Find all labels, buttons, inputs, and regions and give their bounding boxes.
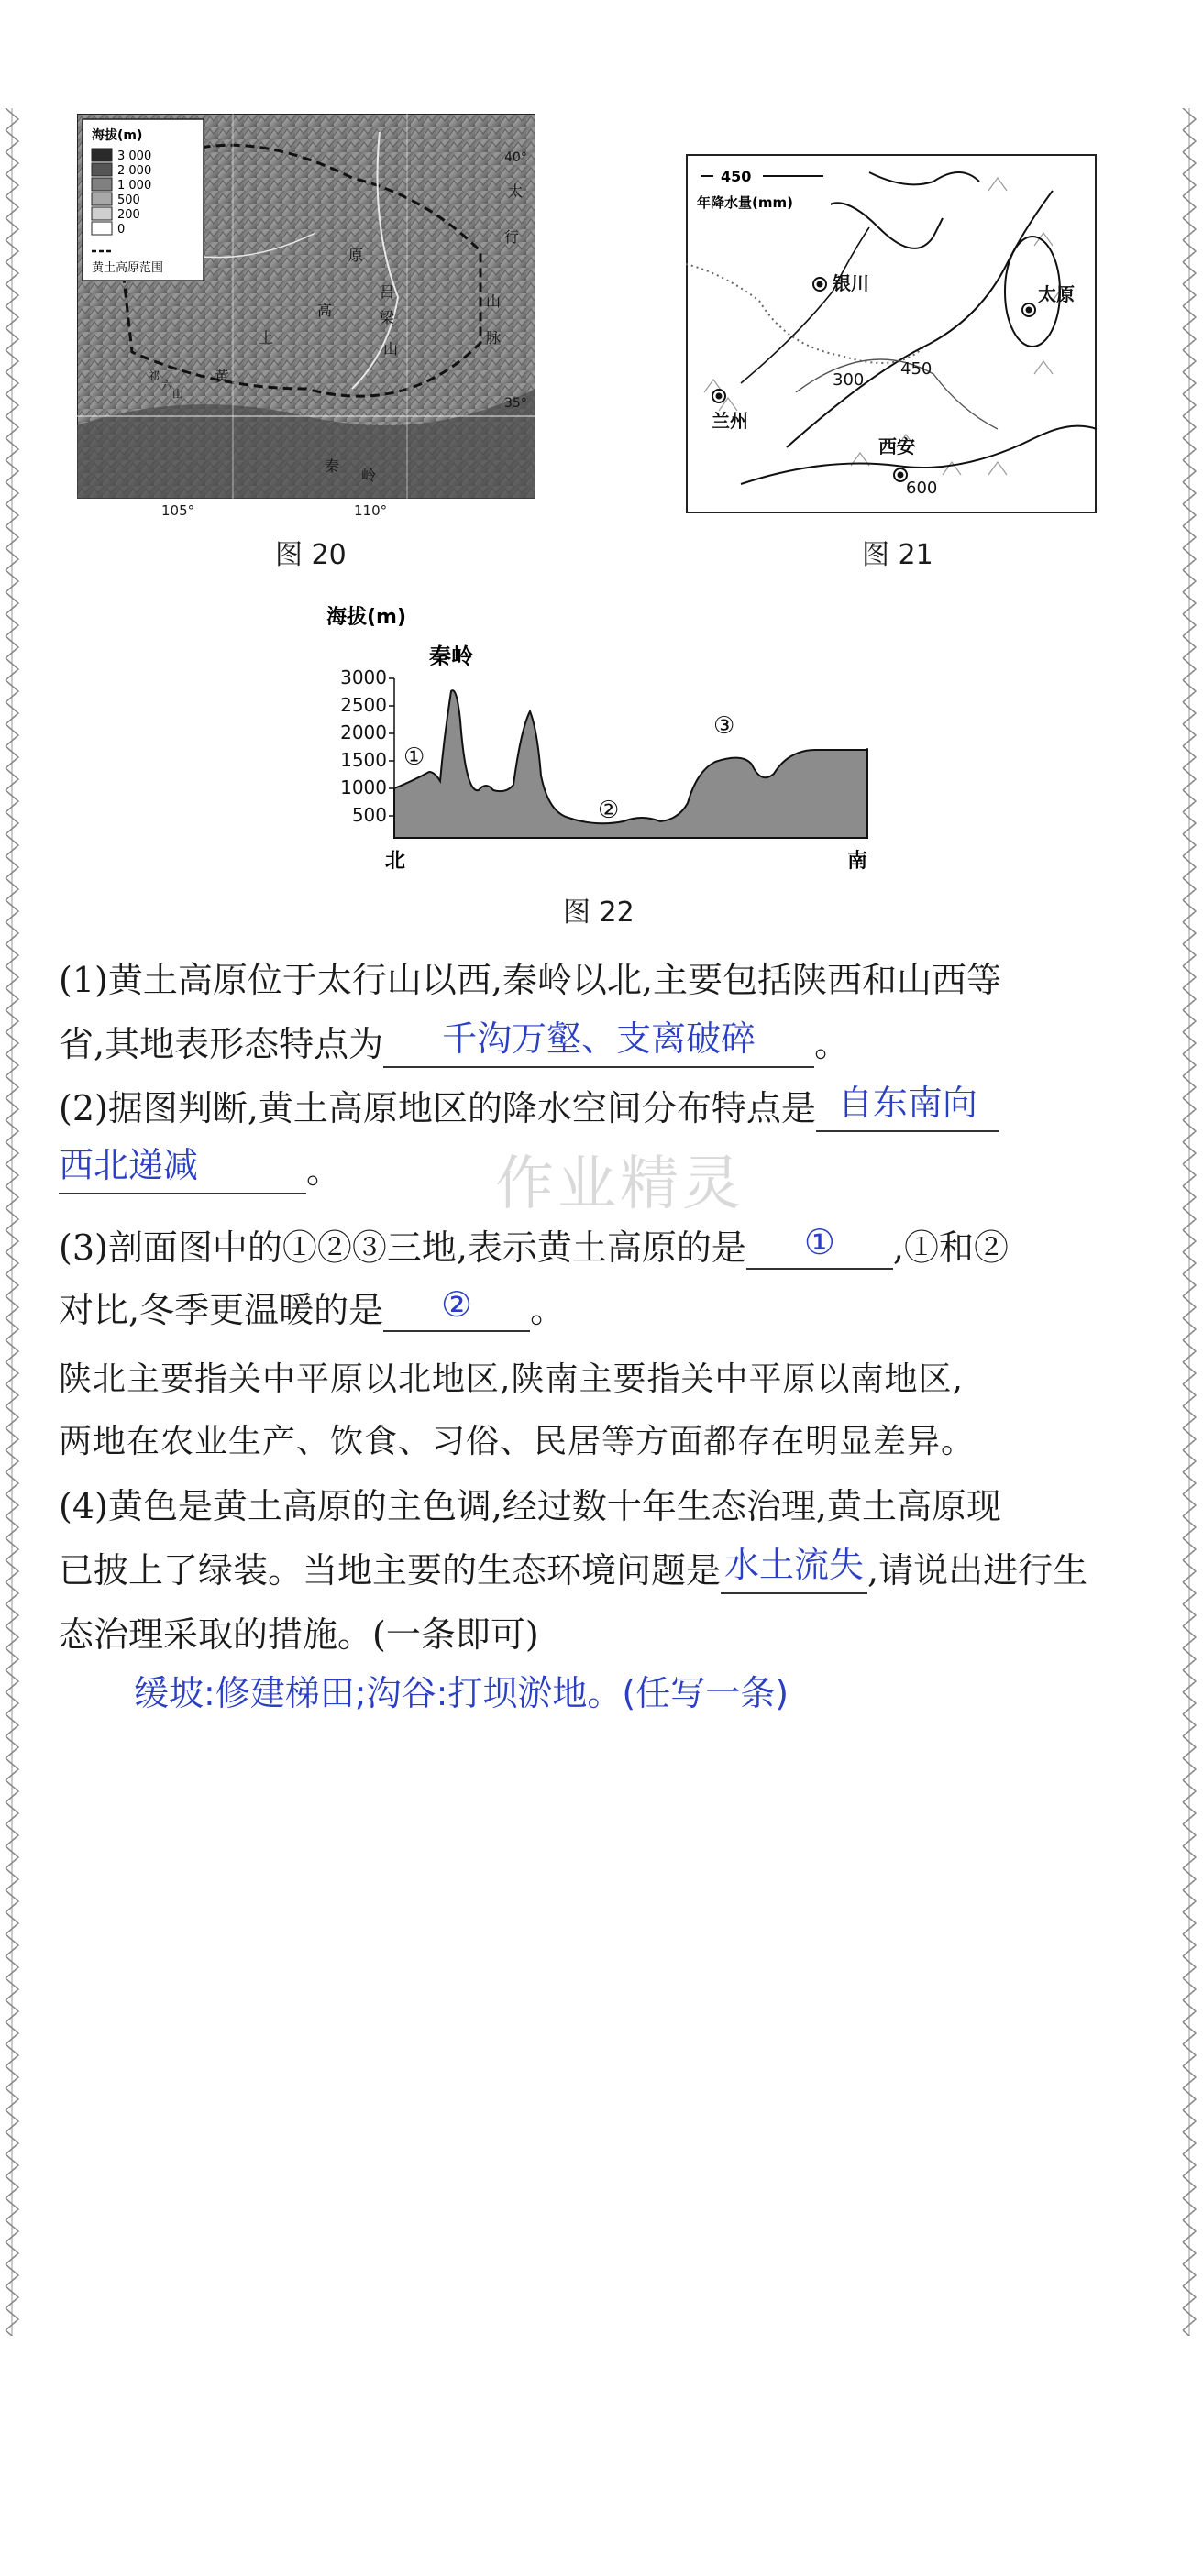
q4-line-2 xyxy=(59,1542,1087,1594)
q3-line-2 xyxy=(59,1282,565,1332)
q3-answer-blank-b[interactable] xyxy=(383,1284,530,1332)
q3-line-1 xyxy=(59,1219,1009,1270)
q3-end: 。 xyxy=(530,1290,566,1330)
q1-end: 。 xyxy=(814,1024,850,1064)
fig20-place-10: 山 xyxy=(383,340,399,358)
q3-text-c: 对比,冬季更温暖的是 xyxy=(59,1290,384,1330)
q4-answer-a: 水土流失 xyxy=(724,1545,865,1585)
fig21-legend-value: 450 xyxy=(721,168,752,185)
fig20-place-14: 六 xyxy=(161,379,173,391)
q4-text-a: (4)黄色是黄土高原的主色调,经过数十年生态治理,黄土高原现 xyxy=(59,1486,1001,1526)
q1-line-1 xyxy=(59,952,1001,1002)
fig20-place-0: 太 xyxy=(508,182,524,200)
q3-answer-b: ② xyxy=(441,1284,473,1325)
fig20-level-5: 0 xyxy=(117,223,126,237)
q4-text-b: 已披上了绿装。当地主要的生态环境问题是 xyxy=(59,1550,722,1591)
fig22-tick-1000: 1000 xyxy=(340,776,387,798)
fig22-marker-2: ② xyxy=(598,797,620,824)
q1-line-2 xyxy=(59,1016,849,1068)
fig22-tick-2500: 2500 xyxy=(340,694,387,716)
fig20-place-8: 吕 xyxy=(380,283,395,301)
fig20-place-6: 土 xyxy=(259,329,274,347)
q2-answer-blank-a[interactable] xyxy=(816,1080,999,1132)
fig20-level-4: 200 xyxy=(117,208,140,222)
fig21-isoline-450: 450 xyxy=(900,359,933,379)
q4-answer-blank[interactable] xyxy=(721,1542,867,1594)
fig21-city-lanzhou: 兰州 xyxy=(712,410,748,432)
fig22-x-north: 北 xyxy=(385,850,406,873)
q2-end: 。 xyxy=(306,1150,342,1191)
fig22-tick-1500: 1500 xyxy=(340,749,387,771)
figure-22-caption: 图 22 xyxy=(563,897,635,929)
fig20-place-5: 高 xyxy=(317,302,333,319)
fig20-level-1: 2 000 xyxy=(117,164,152,178)
q2-line-2 xyxy=(59,1142,341,1194)
q1-text-a: (1)黄土高原位于太行山以西,秦岭以北,主要包括陕西和山西等 xyxy=(59,960,1001,1000)
fig20-lon-105: 105° xyxy=(161,502,195,519)
fig20-place-2: 山 xyxy=(486,292,502,310)
fig21-legend-title: 年降水量(mm) xyxy=(697,194,793,211)
q4-text-d: 态治理采取的措施。(一条即可) xyxy=(59,1614,539,1655)
fig20-place-1: 行 xyxy=(504,228,520,246)
figure-22-elevation-profile xyxy=(321,601,871,876)
fig20-place-3: 脉 xyxy=(486,329,502,347)
right-decorative-border xyxy=(1177,108,1201,2336)
fig20-lat-35: 35° xyxy=(504,396,527,411)
q4-text-c: ,请说出进行生 xyxy=(867,1550,1088,1591)
fig21-city-taiyuan: 太原 xyxy=(1038,283,1075,305)
watermark: 作业精灵 xyxy=(495,1150,745,1218)
q2-answer-b: 西北递减 xyxy=(59,1145,199,1185)
q2-text-a: (2)据图判断,黄土高原地区的降水空间分布特点是 xyxy=(59,1088,816,1128)
q1-text-b: 省,其地表形态特点为 xyxy=(59,1024,384,1064)
fig20-place-4: 原 xyxy=(348,247,364,264)
q4-line-3 xyxy=(59,1606,539,1657)
q1-answer-blank[interactable] xyxy=(383,1016,814,1068)
fig20-boundary-legend: 黄土高原范围 xyxy=(92,261,164,275)
fig21-city-yinchuan: 银川 xyxy=(833,272,869,294)
q3-text-a: (3)剖面图中的①②③三地,表示黄土高原的是 xyxy=(59,1227,746,1268)
left-decorative-border xyxy=(0,108,24,2336)
fig20-level-0: 3 000 xyxy=(117,149,152,163)
fig21-city-xian: 西安 xyxy=(878,435,915,457)
passage-line-2: 两地在农业生产、饮食、习俗、民居等方面都存在明显差异。 xyxy=(59,1423,976,1460)
fig22-tick-500: 500 xyxy=(351,804,387,826)
fig20-place-9: 梁 xyxy=(380,309,395,326)
figure-20-caption: 图 20 xyxy=(275,539,347,571)
fig20-lat-40: 40° xyxy=(504,150,527,165)
fig21-isoline-600: 600 xyxy=(906,479,938,498)
q2-answer-blank-b[interactable] xyxy=(59,1142,306,1194)
fig20-level-3: 500 xyxy=(117,193,140,207)
q3-text-b: ,①和② xyxy=(892,1227,1010,1268)
q1-answer: 千沟万壑、支离破碎 xyxy=(442,1018,756,1059)
fig22-tick-2000: 2000 xyxy=(340,721,387,743)
fig20-place-11: 秦 xyxy=(325,457,340,475)
fig22-tick-3000: 3000 xyxy=(340,666,387,688)
q2-line-1 xyxy=(59,1080,999,1132)
figure-20-terrain-map xyxy=(77,114,535,519)
fig22-peak-label: 秦岭 xyxy=(429,644,473,669)
fig20-place-13: 祁 xyxy=(149,369,160,382)
q3-answer-blank-a[interactable] xyxy=(746,1222,893,1270)
fig20-legend-title: 海拔(m) xyxy=(92,128,143,143)
fig22-profile-area xyxy=(394,690,867,838)
q2-answer-a: 自东南向 xyxy=(837,1083,977,1123)
q4-line-1 xyxy=(59,1478,1001,1528)
fig20-place-15: 山 xyxy=(172,388,184,401)
fig22-marker-3: ③ xyxy=(713,712,735,740)
fig20-place-12: 岭 xyxy=(361,467,377,484)
figure-21-caption: 图 21 xyxy=(862,539,933,571)
fig22-x-south: 南 xyxy=(847,850,868,873)
fig22-marker-1: ① xyxy=(403,743,425,771)
fig21-isoline-300: 300 xyxy=(833,370,865,390)
figure-21-precipitation-map xyxy=(686,154,1097,513)
passage-line-1: 陕北主要指关中平原以北地区,陕南主要指关中平原以南地区, xyxy=(59,1360,964,1398)
fig22-y-title: 海拔(m) xyxy=(326,606,407,629)
q3-answer-a: ① xyxy=(803,1222,835,1262)
fig20-place-7: 黄 xyxy=(215,368,230,385)
fig20-level-2: 1 000 xyxy=(117,179,152,193)
fig20-lon-110: 110° xyxy=(354,502,388,519)
q4-answer-b: 缓坡:修建梯田;沟谷:打坝淤地。(任写一条) xyxy=(134,1673,789,1713)
